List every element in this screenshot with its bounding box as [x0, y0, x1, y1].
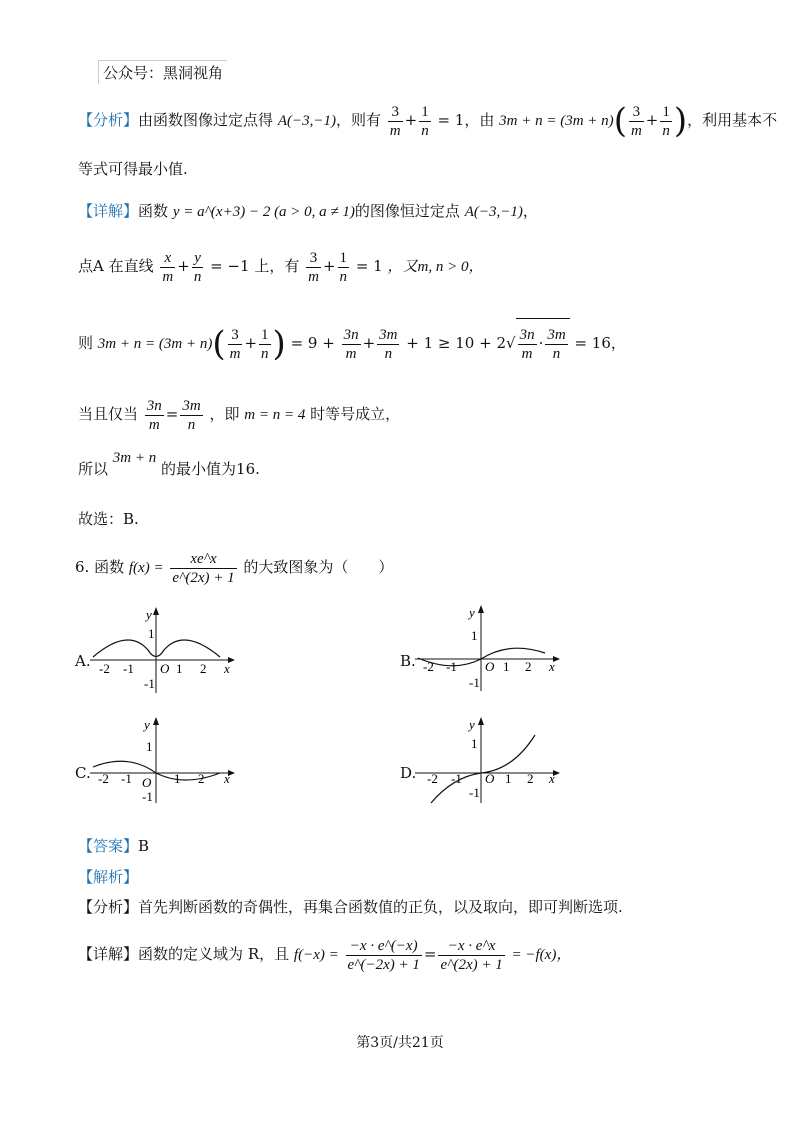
- answer-value: B: [138, 837, 150, 855]
- text: 时等号成立，: [310, 405, 401, 423]
- svg-text:1: 1: [505, 771, 512, 786]
- fraction: $\frac{1}{n}$: [421, 103, 429, 139]
- detail-tag: 【详解】: [78, 202, 139, 220]
- detail-tag: 【详解】: [78, 945, 139, 963]
- svg-text:2: 2: [527, 771, 534, 786]
- math: = 1: [355, 257, 383, 275]
- text: ，由: [464, 111, 495, 129]
- answer-line: [78, 835, 149, 856]
- svg-text:1: 1: [146, 739, 153, 754]
- option-c-graph[interactable]: [88, 715, 238, 805]
- math: f(x) =: [128, 560, 164, 576]
- math: f(−x) =: [293, 947, 339, 963]
- math: 3m + n = (3m + n): [499, 113, 614, 129]
- fraction: $\frac{1}{n}$: [261, 326, 269, 362]
- svg-text:y: y: [469, 605, 475, 620]
- option-d-graph[interactable]: [413, 715, 563, 805]
- svg-text:2: 2: [200, 661, 207, 676]
- math-point: A(−3,−1): [464, 204, 523, 220]
- text: 首先判断函数的奇偶性，再集合函数值的正负，以及取向，即可判断选项.: [138, 898, 623, 916]
- text: 的最小值为16.: [161, 460, 260, 478]
- fraction: $\frac{-x \cdot e\^{}x}{e\^{}(2x) + 1}$: [440, 937, 503, 973]
- option-b-graph[interactable]: [413, 603, 563, 693]
- text: 所以: [78, 460, 109, 478]
- question-6: [75, 545, 393, 589]
- fraction: $\frac{xe\^{}x}{e\^{}(2x) + 1}$: [172, 550, 235, 586]
- svg-text:-1: -1: [469, 785, 480, 800]
- math-domain: R: [247, 945, 260, 963]
- text: 当且仅当: [78, 405, 139, 423]
- math-function: y = a^(x+3) − 2 (a > 0, a ≠ 1): [172, 204, 355, 220]
- math: 3m + n: [112, 450, 157, 466]
- fraction: $\frac{x}{m}$: [162, 249, 174, 285]
- svg-text:O: O: [142, 775, 152, 790]
- analysis-tag: 【分析】: [78, 898, 139, 916]
- question-number: 6. 函数: [75, 558, 125, 576]
- svg-text:x: x: [549, 659, 555, 674]
- text: 由函数图像过定点得: [138, 111, 274, 129]
- option-a-label[interactable]: A.: [75, 652, 91, 670]
- text: 上，有: [254, 257, 300, 275]
- text: 函数的定义域为: [138, 945, 244, 963]
- fraction: $\frac{3n}{m}$: [343, 326, 359, 362]
- detail-line-1: [78, 200, 538, 221]
- x-axis-label: x: [224, 661, 230, 676]
- detail-line-4: 当且仅当 $\frac{3n}{m}$ = $\frac{3m}{n}$ ，即 m = n = 4 时等号成立，: [78, 397, 401, 433]
- svg-text:-1: -1: [469, 675, 480, 690]
- detail-line-2: 点A 在直线 $\frac{x}{m}$ + $\frac{y}{n}$ = −1 上，有 $\frac{3}{m}$ + $\frac{1}{n}$ = 1 ，又m, n > 0，: [78, 249, 484, 285]
- fraction: $\frac{-x \cdot e\^{}(-x)}{e\^{}(-2x) + 1}$: [347, 937, 420, 973]
- fraction: $\frac{3m}{n}$: [182, 397, 201, 433]
- text: ，即: [209, 405, 240, 423]
- text: ，又m, n > 0，: [387, 259, 484, 275]
- math: = −f(x)，: [511, 947, 572, 963]
- math: 3m + n = (3m + n): [97, 336, 213, 352]
- option-c-label[interactable]: C.: [75, 764, 91, 782]
- detail-line-3: 则 3m + n = (3m + n)( $\frac{3}{m}$ + $\frac{1}{n}$ ) = 9 + $\frac{3n}{m}$ + $\frac{3m}{n}$ + 1 ≥ 10 + 2√ $\frac{3n}{m}$ · $\frac{3m}{n}$ = 16，: [78, 318, 626, 362]
- svg-text:O: O: [485, 659, 495, 674]
- svg-text:2: 2: [198, 771, 205, 786]
- svg-text:-1: -1: [121, 771, 132, 786]
- fraction: $\frac{3n}{m}$: [146, 397, 162, 433]
- svg-text:2: 2: [525, 659, 532, 674]
- fraction: $\frac{3}{m}$: [229, 326, 241, 362]
- text: 的图像恒过定点: [354, 202, 460, 220]
- svg-text:1: 1: [174, 771, 181, 786]
- svg-text:1: 1: [503, 659, 510, 674]
- fraction: $\frac{3m}{n}$: [379, 326, 398, 362]
- text: 的大致图象为（ ）: [243, 558, 394, 576]
- svg-text:-1: -1: [142, 789, 153, 804]
- answer-tag: 【答案】: [78, 837, 139, 855]
- analysis-tag: 【分析】: [78, 111, 139, 129]
- page-footer: 第3页/共21页: [356, 1035, 444, 1051]
- text: 点A 在直线: [78, 257, 154, 275]
- svg-text:1: 1: [471, 628, 478, 643]
- choice-line: 故选：B.: [78, 510, 139, 528]
- svg-text:-1: -1: [451, 771, 462, 786]
- svg-text:-2: -2: [98, 771, 109, 786]
- text: ，: [522, 202, 538, 220]
- option-a-graph[interactable]: [88, 605, 238, 695]
- svg-text:y: y: [144, 717, 150, 732]
- math: = 9 +: [290, 334, 335, 352]
- analysis2-line: [78, 896, 623, 917]
- fraction: $\frac{3}{m}$: [308, 249, 319, 285]
- fraction: $\frac{1}{n}$: [662, 103, 670, 139]
- text: 则: [78, 334, 94, 352]
- svg-text:-2: -2: [99, 661, 110, 676]
- math: = −1: [210, 257, 250, 275]
- analysis-line-1: 【分析】由函数图像过定点得 A(−3,−1)，则有 $\frac{3}{m}$ + $\frac{1}{n}$ = 1，由 3m + n = (3m + n)( $\frac{3}{m}$ + $\frac{1}{n}$ )，利用基本不: [78, 101, 778, 141]
- math: = 1: [437, 111, 465, 129]
- svg-text:-1: -1: [446, 659, 457, 674]
- svg-text:x: x: [549, 771, 555, 786]
- watermark: 公众号：黑洞视角: [98, 60, 227, 84]
- svg-text:x: x: [224, 771, 230, 786]
- fraction: $\frac{3}{m}$: [630, 103, 642, 139]
- text: ，则有: [335, 111, 381, 129]
- svg-text:y: y: [469, 717, 475, 732]
- jiexi-tag: 【解析】: [78, 868, 139, 886]
- detail2-line: 【详解】函数的定义域为 R，且 f(−x) = $\frac{-x \cdot e\^{}(-x)}{e\^{}(-2x) + 1}$ = $\frac{-x \cdot e\^{}x}{e\^{}(2x) + 1}$ = −f(x)，: [78, 937, 572, 973]
- math: + 1 ≥ 10 + 2: [406, 334, 506, 352]
- option-b-label[interactable]: B.: [400, 652, 416, 670]
- sqrt: $\frac{3n}{m}$ · $\frac{3m}{n}$: [516, 318, 570, 365]
- svg-text:1: 1: [148, 626, 155, 641]
- math: = 16，: [574, 334, 626, 352]
- y-axis-label: y: [146, 607, 152, 622]
- option-d-label[interactable]: D.: [400, 764, 417, 782]
- fraction: $\frac{y}{n}$: [193, 249, 202, 285]
- svg-text:1: 1: [176, 661, 183, 676]
- text: ，利用基本不: [687, 111, 778, 129]
- svg-text:-2: -2: [427, 771, 438, 786]
- svg-text:1: 1: [471, 736, 478, 751]
- math: m = n = 4: [244, 407, 306, 423]
- text: ，且: [259, 945, 290, 963]
- fraction: $\frac{3}{m}$: [389, 103, 401, 139]
- svg-text:O: O: [160, 661, 170, 676]
- math-point: A(−3,−1): [277, 113, 336, 129]
- fraction: $\frac{1}{n}$: [339, 249, 348, 285]
- svg-text:O: O: [485, 771, 495, 786]
- analysis-line-2: 等式可得最小值.: [78, 160, 188, 178]
- svg-text:-2: -2: [423, 659, 434, 674]
- detail-line-5: [78, 450, 260, 479]
- svg-text:-1: -1: [144, 676, 155, 691]
- text: 函数: [138, 202, 169, 220]
- svg-text:-1: -1: [123, 661, 134, 676]
